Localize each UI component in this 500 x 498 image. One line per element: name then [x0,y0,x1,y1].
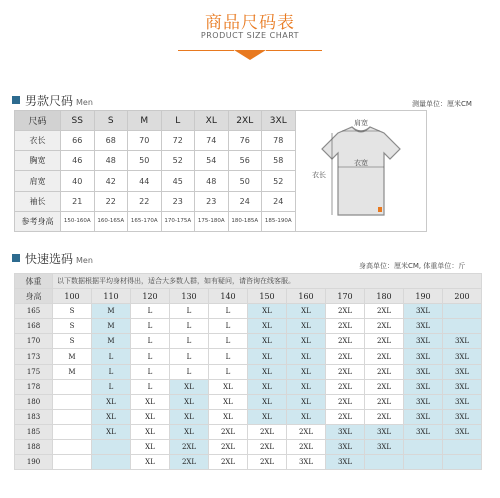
size-suggestion-cell: 2XL [365,319,404,334]
height-label: 身高 [15,289,53,304]
size-header-cell: XL [195,111,229,131]
size-suggestion-cell: XL [170,409,209,424]
size-value-cell: 58 [262,151,296,171]
size-suggestion-cell [53,455,92,470]
size-suggestion-cell: 3XL [443,349,482,364]
size-suggestion-cell [92,455,131,470]
diagram-length-label: 衣长 [311,171,326,179]
size-row-label: 肩宽 [15,171,61,191]
size-suggestion-cell: XL [287,409,326,424]
size-suggestion-cell [53,409,92,424]
weight-value: 170 [326,289,365,304]
size-value-cell: 22 [94,191,128,211]
men-section-header [12,92,93,109]
size-suggestion-cell: 3XL [443,409,482,424]
size-suggestion-cell: XL [287,334,326,349]
quick-unit-note: 身高单位：厘米CM, 体重单位：斤 [359,262,466,270]
size-suggestion-cell: 3XL [443,364,482,379]
size-suggestion-cell: L [131,349,170,364]
size-suggestion-cell: XL [248,319,287,334]
size-suggestion-cell: L [209,319,248,334]
size-suggestion-cell: XL [209,394,248,409]
size-header-cell: 3XL [262,111,296,131]
size-suggestion-cell: 3XL [404,349,443,364]
size-suggestion-cell: 2XL [365,334,404,349]
weight-value: 140 [209,289,248,304]
size-suggestion-cell [53,440,92,455]
pick-note: 以下数据根据平均身材得出，适合大多数人群，如有疑问，请咨询在线客服。 [53,274,482,289]
size-suggestion-cell: XL [170,424,209,439]
size-suggestion-cell: M [92,304,131,319]
size-value-cell: 23 [195,191,229,211]
size-suggestion-cell [443,304,482,319]
size-suggestion-cell [404,455,443,470]
size-suggestion-cell: XL [248,349,287,364]
size-value-cell: 48 [94,151,128,171]
pick-row [15,304,482,319]
size-suggestion-cell: XL [131,440,170,455]
size-value-cell: 66 [61,131,95,151]
size-suggestion-cell: 2XL [326,379,365,394]
height-value: 178 [15,379,53,394]
height-value: 188 [15,440,53,455]
height-value: 190 [15,455,53,470]
size-suggestion-cell: 2XL [287,440,326,455]
size-suggestion-cell: XL [287,394,326,409]
size-suggestion-cell: 2XL [365,349,404,364]
size-suggestion-cell: XL [131,394,170,409]
weight-label: 体重 [15,274,53,289]
size-value-cell: 44 [128,171,162,191]
size-suggestion-cell: XL [131,409,170,424]
size-suggestion-cell [443,455,482,470]
tshirt-diagram [295,111,426,232]
height-value: 183 [15,409,53,424]
size-value-cell: 24 [228,191,262,211]
size-suggestion-cell: 2XL [365,409,404,424]
size-suggestion-cell: XL [248,409,287,424]
height-value: 173 [15,349,53,364]
size-header-row [15,111,427,131]
pick-row [15,379,482,394]
pick-weight-row [15,289,482,304]
size-suggestion-cell [443,319,482,334]
size-value-cell: 54 [195,151,229,171]
size-suggestion-cell: L [170,349,209,364]
size-suggestion-cell: 2XL [326,319,365,334]
pick-row [15,394,482,409]
size-suggestion-cell: M [92,334,131,349]
size-suggestion-cell: 3XL [404,394,443,409]
diagram-shoulder-label: 肩宽 [353,119,368,127]
size-suggestion-cell: 3XL [443,424,482,439]
size-suggestion-cell: XL [209,409,248,424]
size-suggestion-cell: XL [287,349,326,364]
size-suggestion-cell: 2XL [326,409,365,424]
size-suggestion-cell: 2XL [287,424,326,439]
quick-section-title-en: Men [76,256,93,265]
size-value-cell: 165-170A [128,211,162,231]
size-suggestion-cell: 2XL [209,424,248,439]
size-suggestion-cell: 2XL [365,394,404,409]
size-suggestion-cell: L [92,364,131,379]
size-suggestion-cell: S [53,304,92,319]
weight-value: 100 [53,289,92,304]
size-suggestion-cell: XL [248,394,287,409]
size-header-cell: M [128,111,162,131]
size-value-cell: 74 [195,131,229,151]
title-arrow-icon [234,50,266,60]
height-value: 170 [15,334,53,349]
size-value-cell: 42 [94,171,128,191]
size-suggestion-cell: 2XL [170,440,209,455]
size-row-label: 参考身高 [15,211,61,231]
square-marker-icon [12,254,20,262]
men-section-title: 男款尺码 [25,94,74,108]
size-suggestion-cell [404,440,443,455]
size-suggestion-cell: L [170,319,209,334]
size-suggestion-cell: 3XL [404,304,443,319]
height-value: 175 [15,364,53,379]
size-suggestion-cell: 2XL [365,379,404,394]
quick-section-header [12,250,93,267]
size-suggestion-cell: M [53,364,92,379]
size-suggestion-cell: 2XL [248,455,287,470]
size-suggestion-cell: L [209,364,248,379]
size-header-cell: L [161,111,195,131]
size-suggestion-cell [443,440,482,455]
size-suggestion-cell [53,424,92,439]
size-suggestion-cell: S [53,334,92,349]
size-suggestion-cell: XL [92,394,131,409]
size-row-label: 袖长 [15,191,61,211]
size-value-cell: 50 [128,151,162,171]
size-value-cell: 185-190A [262,211,296,231]
size-suggestion-cell: 2XL [326,334,365,349]
size-suggestion-cell: 3XL [404,319,443,334]
size-suggestion-cell: 3XL [365,440,404,455]
size-value-cell: 40 [61,171,95,191]
size-value-cell: 175-180A [195,211,229,231]
size-suggestion-cell: L [131,379,170,394]
size-suggestion-cell: L [209,334,248,349]
quick-size-table [14,273,482,470]
size-suggestion-cell: 3XL [443,379,482,394]
size-value-cell: 45 [161,171,195,191]
size-suggestion-cell: 3XL [443,394,482,409]
size-suggestion-cell: 3XL [404,409,443,424]
size-suggestion-cell: XL [287,319,326,334]
size-suggestion-cell: XL [131,455,170,470]
size-suggestion-cell: L [209,349,248,364]
size-suggestion-cell: 2XL [248,424,287,439]
size-value-cell: 72 [161,131,195,151]
pick-row [15,319,482,334]
weight-value: 160 [287,289,326,304]
size-suggestion-cell [365,455,404,470]
size-suggestion-cell: XL [287,304,326,319]
size-header-cell: 2XL [228,111,262,131]
size-suggestion-cell: L [209,304,248,319]
weight-value: 180 [365,289,404,304]
size-row-label: 衣长 [15,131,61,151]
size-value-cell: 21 [61,191,95,211]
pick-row [15,440,482,455]
size-suggestion-cell: XL [248,304,287,319]
size-suggestion-cell: 3XL [326,440,365,455]
size-value-cell: 70 [128,131,162,151]
men-section-title-en: Men [76,98,93,107]
size-suggestion-cell: 3XL [443,334,482,349]
size-suggestion-cell: 3XL [404,334,443,349]
size-suggestion-cell: XL [170,394,209,409]
size-header-cell: S [94,111,128,131]
size-suggestion-cell: XL [131,424,170,439]
size-value-cell: 46 [61,151,95,171]
size-suggestion-cell [92,440,131,455]
size-value-cell: 50 [228,171,262,191]
size-suggestion-cell: L [131,319,170,334]
size-value-cell: 160-165A [94,211,128,231]
pick-note-row [15,274,482,289]
title-rule-left [178,50,234,51]
height-value: 180 [15,394,53,409]
size-suggestion-cell: 3XL [404,364,443,379]
size-value-cell: 180-185A [228,211,262,231]
size-value-cell: 150-160A [61,211,95,231]
size-suggestion-cell: 2XL [365,364,404,379]
size-suggestion-cell: 2XL [365,304,404,319]
size-suggestion-cell: 3XL [326,424,365,439]
size-suggestion-cell: L [170,304,209,319]
size-suggestion-cell: L [170,334,209,349]
size-value-cell: 48 [195,171,229,191]
size-corner-label: 尺码 [15,111,61,131]
quick-section-title: 快速选码 [25,252,74,266]
size-value-cell: 56 [228,151,262,171]
size-suggestion-cell: S [53,319,92,334]
weight-value: 120 [131,289,170,304]
square-marker-icon [12,96,20,104]
size-value-cell: 78 [262,131,296,151]
size-suggestion-cell: 3XL [326,455,365,470]
size-header-cell: SS [61,111,95,131]
height-value: 165 [15,304,53,319]
pick-row [15,424,482,439]
size-suggestion-cell: M [53,349,92,364]
men-size-table [14,110,427,232]
size-suggestion-cell: L [131,334,170,349]
size-suggestion-cell: 2XL [209,440,248,455]
size-suggestion-cell: L [92,379,131,394]
size-suggestion-cell: L [131,304,170,319]
pick-row [15,409,482,424]
weight-value: 130 [170,289,209,304]
size-suggestion-cell [53,394,92,409]
size-suggestion-cell: XL [92,409,131,424]
size-suggestion-cell: 3XL [404,424,443,439]
size-value-cell: 52 [161,151,195,171]
size-value-cell: 68 [94,131,128,151]
title-rule-right [266,50,322,51]
size-value-cell: 52 [262,171,296,191]
weight-value: 190 [404,289,443,304]
size-suggestion-cell: XL [209,379,248,394]
size-suggestion-cell: 2XL [170,455,209,470]
size-suggestion-cell: 3XL [404,379,443,394]
pick-row [15,364,482,379]
page-title: 商品尺码表 [205,13,295,33]
diagram-chest-label: 衣宽 [353,159,368,167]
size-suggestion-cell: XL [287,364,326,379]
pick-row [15,455,482,470]
size-suggestion-cell: 2XL [326,394,365,409]
size-suggestion-cell: XL [248,379,287,394]
size-suggestion-cell: 2XL [248,440,287,455]
size-suggestion-cell: L [131,364,170,379]
pick-row [15,334,482,349]
size-suggestion-cell: 2XL [326,349,365,364]
size-suggestion-cell: L [92,349,131,364]
size-row-label: 胸宽 [15,151,61,171]
size-suggestion-cell: XL [248,364,287,379]
size-suggestion-cell: 2XL [209,455,248,470]
tshirt-icon [296,111,426,231]
size-value-cell: 24 [262,191,296,211]
weight-value: 110 [92,289,131,304]
pick-row [15,349,482,364]
page-subtitle: PRODUCT SIZE CHART [200,31,300,40]
size-value-cell: 76 [228,131,262,151]
size-value-cell: 22 [128,191,162,211]
weight-value: 200 [443,289,482,304]
size-suggestion-cell: 2XL [326,364,365,379]
weight-value: 150 [248,289,287,304]
size-suggestion-cell: XL [170,379,209,394]
men-unit-note: 测量单位：厘米CM [412,100,472,108]
size-suggestion-cell: 2XL [326,304,365,319]
height-value: 168 [15,319,53,334]
size-suggestion-cell: 3XL [365,424,404,439]
size-value-cell: 170-175A [161,211,195,231]
size-suggestion-cell: XL [248,334,287,349]
height-value: 185 [15,424,53,439]
size-suggestion-cell: XL [92,424,131,439]
size-value-cell: 23 [161,191,195,211]
size-suggestion-cell: XL [287,379,326,394]
size-suggestion-cell: M [92,319,131,334]
size-suggestion-cell: L [170,364,209,379]
size-suggestion-cell [53,379,92,394]
size-suggestion-cell: 3XL [287,455,326,470]
